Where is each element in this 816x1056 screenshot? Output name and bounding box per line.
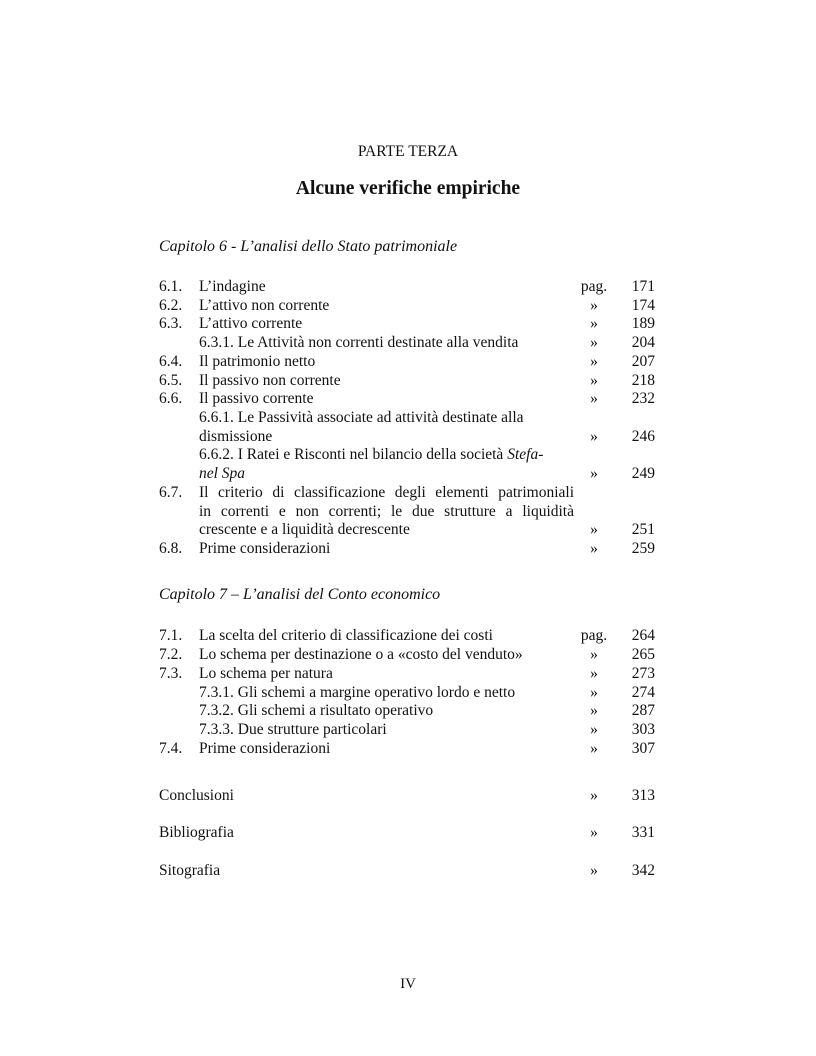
entry-title: L’attivo non corrente xyxy=(199,297,330,314)
entry-title: L’indagine xyxy=(199,278,266,295)
toc-entry-sitografia xyxy=(159,861,655,880)
entry-title-continued xyxy=(199,464,574,483)
entry-marker: » xyxy=(590,390,598,407)
entry-title-continued: dismissione xyxy=(199,428,273,445)
toc-entry-7-3 xyxy=(159,664,655,683)
entry-page: 232 xyxy=(631,390,655,407)
page-number: IV xyxy=(400,976,416,992)
entry-page: 251 xyxy=(631,521,655,538)
chapter-7-heading: Capitolo 7 – L’analisi del Conto economico xyxy=(159,586,441,603)
entry-marker: » xyxy=(590,334,598,351)
entry-page: 273 xyxy=(631,665,655,682)
entry-page: 287 xyxy=(631,702,655,719)
company-name-italic: Stefa- xyxy=(507,446,544,463)
entry-title: Bibliografia xyxy=(159,824,234,841)
toc-entry-6-6 xyxy=(159,389,655,408)
entry-page: 307 xyxy=(631,740,655,757)
entry-title: 7.3.2. Gli schemi a risultato operativo xyxy=(199,702,434,719)
toc-entry-bibliografia xyxy=(159,823,655,842)
part-title: Alcune verifiche empiriche xyxy=(295,178,521,199)
entry-page: 207 xyxy=(631,353,655,370)
toc-entry-6-4 xyxy=(159,352,655,371)
toc-entry-6-3 xyxy=(159,314,655,333)
chapter-6-heading: Capitolo 6 - L’analisi dello Stato patrimoniale xyxy=(159,238,458,255)
entry-page: 331 xyxy=(631,824,655,841)
entry-marker: » xyxy=(590,540,598,557)
entry-marker: » xyxy=(590,740,598,757)
part-label: PARTE TERZA xyxy=(357,143,459,160)
entry-number: 7.4. xyxy=(159,740,183,757)
entry-number: 6.1. xyxy=(159,278,183,295)
entry-number: 6.6. xyxy=(159,390,183,407)
entry-page: 259 xyxy=(631,540,655,557)
toc-entry-6-6-1-line2 xyxy=(159,427,655,446)
entry-marker: » xyxy=(590,428,598,445)
entry-title: Il criterio di classificazione degli elementi patrimoniali xyxy=(199,484,574,501)
entry-number: 7.1. xyxy=(159,627,183,644)
entry-title: Prime considerazioni xyxy=(199,540,331,557)
entry-title: La scelta del criterio di classificazione dei costi xyxy=(199,627,493,644)
entry-marker: » xyxy=(590,465,598,482)
entry-page: 264 xyxy=(631,627,655,644)
entry-number: 6.7. xyxy=(159,484,183,501)
entry-page: 274 xyxy=(631,684,655,701)
entry-number: 6.2. xyxy=(159,297,183,314)
entry-title: Prime considerazioni xyxy=(199,740,331,757)
entry-page: 342 xyxy=(631,862,655,879)
entry-title-text: 6.6.2. I Ratei e Risconti nel bilancio della società xyxy=(199,446,508,463)
toc-entry-6-5 xyxy=(159,371,655,390)
toc-entry-7-3-2 xyxy=(159,701,655,720)
entry-marker: » xyxy=(590,353,598,370)
entry-title: 6.6.1. Le Passività associate ad attività destinate alla xyxy=(199,409,524,426)
entry-title: Il passivo corrente xyxy=(199,390,314,407)
entry-number: 7.3. xyxy=(159,665,183,682)
entry-title: 7.3.3. Due strutture particolari xyxy=(199,721,387,738)
entry-title-continued: crescente e a liquidità decrescente xyxy=(199,521,410,538)
entry-page: 204 xyxy=(631,334,655,351)
entry-title: Il passivo non corrente xyxy=(199,372,341,389)
company-name-italic: nel Spa xyxy=(199,465,246,482)
toc-entry-conclusioni xyxy=(159,786,655,805)
entry-marker: » xyxy=(590,787,598,804)
entry-page: 303 xyxy=(631,721,655,738)
entry-number: 7.2. xyxy=(159,646,183,663)
entry-page: 171 xyxy=(631,278,655,295)
entry-title: Conclusioni xyxy=(159,787,234,804)
entry-page: 189 xyxy=(631,315,655,332)
toc-entry-7-3-3 xyxy=(159,720,655,739)
entry-title: Lo schema per destinazione o a «costo del venduto» xyxy=(199,646,523,663)
entry-marker: » xyxy=(590,702,598,719)
entry-title: Sitografia xyxy=(159,862,221,879)
entry-marker: » xyxy=(590,721,598,738)
toc-entry-7-1 xyxy=(159,626,655,645)
toc-entry-6-6-2-line1 xyxy=(159,445,655,464)
entry-marker: » xyxy=(590,665,598,682)
entry-marker: pag. xyxy=(580,627,608,644)
toc-entry-6-7-line2 xyxy=(159,502,655,521)
entry-page: 218 xyxy=(631,372,655,389)
entry-title: Lo schema per natura xyxy=(199,665,333,682)
entry-title: 7.3.1. Gli schemi a margine operativo lordo e netto xyxy=(199,684,516,701)
entry-marker: » xyxy=(590,684,598,701)
toc-entry-7-2 xyxy=(159,645,655,664)
toc-entry-6-3-1 xyxy=(159,333,655,352)
entry-marker: » xyxy=(590,521,598,538)
entry-number: 6.4. xyxy=(159,353,183,370)
toc-entry-6-6-2-line2 xyxy=(159,464,655,483)
toc-entry-7-4 xyxy=(159,739,655,758)
entry-marker: » xyxy=(590,297,598,314)
entry-title-continued: in correnti e non correnti; le due strutture a liquidità xyxy=(199,503,574,520)
entry-page: 174 xyxy=(631,297,655,314)
entry-marker: » xyxy=(590,646,598,663)
entry-title: Il patrimonio netto xyxy=(199,353,316,370)
toc-entry-6-8 xyxy=(159,539,655,558)
entry-number: 6.8. xyxy=(159,540,183,557)
entry-number: 6.3. xyxy=(159,315,183,332)
entry-page: 313 xyxy=(631,787,655,804)
entry-number: 6.5. xyxy=(159,372,183,389)
entry-marker: » xyxy=(590,862,598,879)
toc-entry-6-2 xyxy=(159,296,655,315)
toc-entry-6-7-line3 xyxy=(159,520,655,539)
toc-entry-6-1 xyxy=(159,277,655,296)
toc-entry-6-7-line1 xyxy=(159,483,655,502)
entry-marker: » xyxy=(590,315,598,332)
toc-entry-6-6-1-line1 xyxy=(159,408,655,427)
entry-page: 246 xyxy=(631,428,655,445)
entry-page: 249 xyxy=(631,465,655,482)
entry-page: 265 xyxy=(631,646,655,663)
entry-title xyxy=(199,445,574,464)
entry-marker: » xyxy=(590,824,598,841)
entry-marker: pag. xyxy=(580,278,608,295)
toc-entry-7-3-1 xyxy=(159,683,655,702)
entry-title: L’attivo corrente xyxy=(199,315,303,332)
entry-marker: » xyxy=(590,372,598,389)
entry-title: 6.3.1. Le Attività non correnti destinate alla vendita xyxy=(199,334,519,351)
